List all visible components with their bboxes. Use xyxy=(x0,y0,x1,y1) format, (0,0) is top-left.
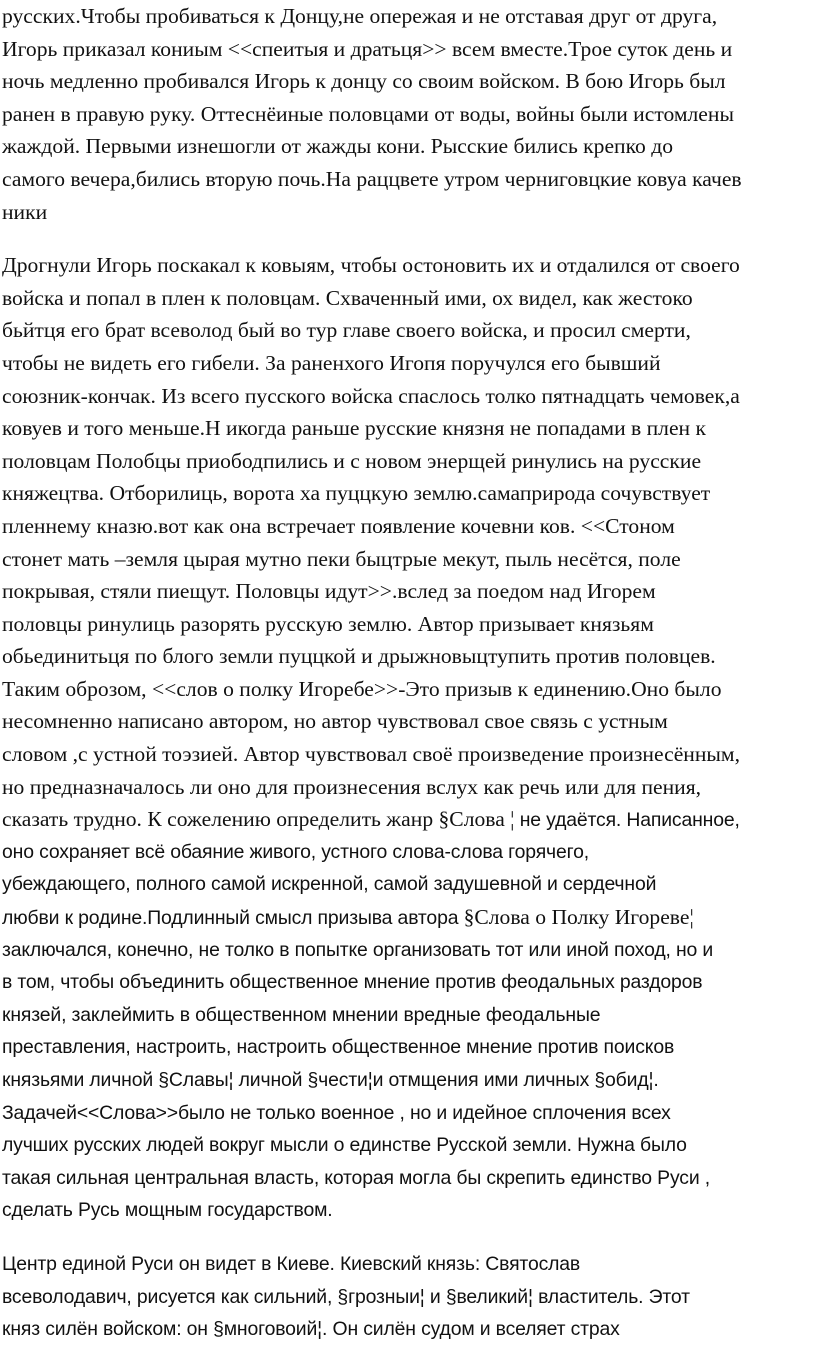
paragraph-spacer xyxy=(2,1227,812,1248)
text-line: князьями личной §Славы¦ личной §чести¦и отмщения ими личных §обид¦. xyxy=(2,1069,659,1091)
text-line: сделать Русь мощным государством. xyxy=(2,1199,333,1222)
text-line-mixed xyxy=(2,901,812,934)
text-line: преставления, настроить, настроить общественное мнение против поисков xyxy=(2,1036,675,1059)
text-line: князей, заклеймить в общественном мнении вредные феодальные xyxy=(2,1003,601,1026)
text-line: половцам Полобцы приободпились и с новом энерщей ринулись на русские xyxy=(2,448,702,473)
text-line: всеволодавич, рисуется как сильний, §грозныи¦ и §великий¦ властитель. Этот xyxy=(2,1285,690,1308)
text-line-mixed xyxy=(2,803,812,836)
text-line: княжецтва. Отборилиць, ворота ха пуццкую землю.самаприрода сочувствует xyxy=(2,481,711,506)
text-line: чтобы не видеть его гибели. За раненхого Игопя поручулся его бывший xyxy=(2,350,661,375)
text-line: союзник-кончак. Из всего пусского войска спаслось толко пятнадцать чемовек,а xyxy=(2,383,740,408)
text-line: ночь медленно пробивался Игорь к донцу со своим войском. В бою Игорь был xyxy=(2,69,726,94)
text-line: жаждой. Первыми изнешогли от жажды кони. Рысские бились крепко до xyxy=(2,134,673,159)
text-line: Дрогнули Игорь поскакал к ковыям, чтобы остоновить их и отдалился от своего xyxy=(2,253,740,278)
text-line: ранен в правую руку. Оттеснёиные половцами от воды, войны были истомлены xyxy=(2,101,734,126)
text-line: княз силён войском: он §многовоий¦. Он силён судом и вселяет страх xyxy=(2,1318,620,1341)
text-line: половцы ринулиць разорять русскую землю. Автор призывает князьям xyxy=(2,611,654,636)
text-run-serif: сказать трудно. К сожелению определить жанр §Слова ¦ xyxy=(2,807,515,832)
text-line: убеждающего, полного самой искренной, самой задушевной и сердечной xyxy=(2,873,657,896)
text-line: такая сильная центральная власть, которая могла бы скрепить единство Руси , xyxy=(2,1166,710,1189)
text-line: Центр единой Руси он видет в Киеве. Киевский князь: Святослав xyxy=(2,1252,581,1275)
text-line: Задачей<<Слова>>было не только военное , но и идейное сплочения всех xyxy=(2,1101,671,1124)
text-line: покрывая, стяли пиещут. Половцы идут>>.вслед за поедом над Игорем xyxy=(2,579,656,604)
text-line: войска и попал в плен к половцам. Схваченный ими, ох видел, как жестоко xyxy=(2,285,693,310)
text-line: бьйтця его брат всеволод бый во тур главе своего войска, и просил смерти, xyxy=(2,318,691,343)
paragraph-1 xyxy=(2,0,812,228)
text-line: пленнему кназю.вот как она встречает появление кочевни ков. <<Стоном xyxy=(2,513,675,538)
text-line: самого вечера,бились вторую почь.На раццвете утром черниговцкие ковуа качев xyxy=(2,166,742,191)
text-line: ковуев и того меньше.Н икогда раньше русские князня не попадами в плен к xyxy=(2,416,706,441)
text-line: заключался, конечно, не толко в попытке организовать тот или иной поход, но и xyxy=(2,938,714,961)
paragraph-3 xyxy=(2,1248,812,1346)
text-line: русских.Чтобы пробиваться к Донцу,не опережая и не отставая друг от друга, xyxy=(2,4,718,28)
text-run-sans: не удаётся. Написанное, xyxy=(514,809,740,832)
text-line: Игорь приказал кониым <<спеитыя и дратьця>> всем вместе.Трое суток день и xyxy=(2,36,733,61)
text-line: обьединитьця по блого земли пуццкой и дрыжновыцтупить против половцев. xyxy=(2,644,716,669)
text-line: ники xyxy=(2,199,48,224)
text-line: лучших русских людей вокруг мысли о единстве Русской земли. Нужна было xyxy=(2,1134,687,1157)
text-line: Таким оброзом, <<слов о полку Игоребе>>-Это призыв к единению.Оно было xyxy=(2,676,722,701)
text-line: но предназначалось ли оно для произнесения вслух как речь или для пения, xyxy=(2,774,702,799)
paragraph-2 xyxy=(2,249,812,1227)
text-line: в том, чтобы объединить общественное мнение против феодальных раздоров xyxy=(2,971,703,994)
text-run-sans: любви к родине.Подлинный смысл призыва автора xyxy=(2,907,464,930)
text-line: несомненно написано автором, но автор чувствовал свое связь с устным xyxy=(2,709,668,734)
text-line: словом ,с устной тоэзией. Автор чувствовал своё произведение произнесённым, xyxy=(2,742,740,767)
paragraph-spacer xyxy=(2,228,812,249)
text-line: стонет мать –земля цырая мутно пеки быцтрые мекут, пыль несётся, поле xyxy=(2,546,681,571)
text-line: оно сохраняет всё обаяние живого, устного слова-слова горячего, xyxy=(2,840,590,863)
text-run-serif: §Слова о Полку Игореве¦ xyxy=(463,905,694,930)
